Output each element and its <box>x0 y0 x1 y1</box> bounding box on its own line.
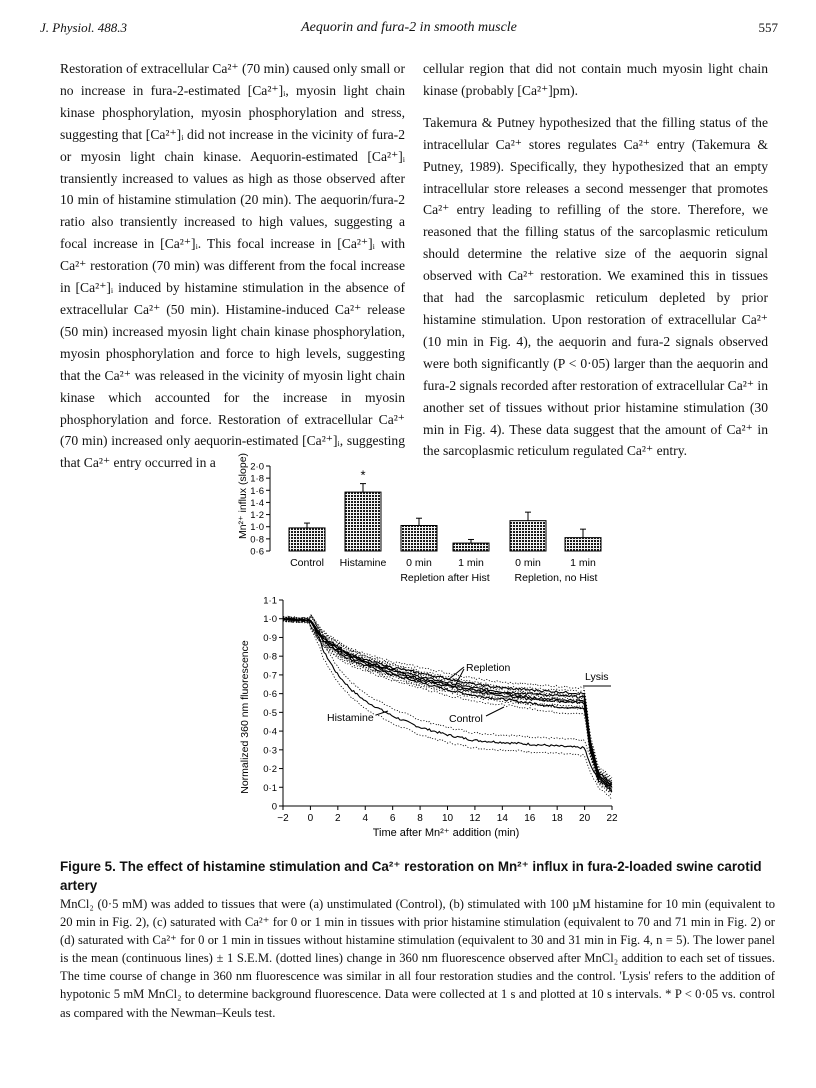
line-x-tick-label: 10 <box>441 813 454 824</box>
annotation-leader <box>486 707 504 716</box>
right-column-paragraph-2: Takemura & Putney hypothesized that the filling status of the intracellular Ca²⁺ stores regulates Ca²⁺ entry (Takemura & Putney, 1989). Specifically, they hypothesized that an empty intracellular store releases a second messenger that promotes Ca²⁺ entry leading to refilling of the store. Therefore, we reasoned that the filling status of the sarcoplasmic reticulum should determine the relative size of the aequorin signal observed with Ca²⁺ restoration. We examined this in tissues that had the sarcoplasmic reticulum depleted by prior histamine stimulation. Upon restoration of extracellular Ca²⁺ (10 min in Fig. 4), the aequorin and fura-2 signals observed were both significantly (P < 0·05) larger than the aequorin and fura-2 signals recorded after restoration of extracellular Ca²⁺ in another set of tissues without prior histamine stimulation (30 min in Fig. 4). These data suggest that the amount of Ca²⁺ in the sarcoplasmic reticulum regulated Ca²⁺ entry. <box>423 114 768 459</box>
line-y-tick-label: 1·1 <box>263 595 277 607</box>
line-y-tick-label: 0·3 <box>263 745 277 757</box>
mean-series-line <box>283 618 612 783</box>
line-y-tick-label: 0·4 <box>263 726 277 738</box>
annotation-repletion: Repletion <box>466 662 511 674</box>
bar-y-axis-label: Mn²⁺ influx (slope) <box>237 452 249 540</box>
bar <box>289 528 325 551</box>
line-y-tick-label: 0 <box>271 801 277 813</box>
right-column-paragraph-1: cellular region that did not contain much myosin light chain kinase (probably [Ca²⁺]pm). <box>423 61 768 98</box>
line-y-tick-label: 1·0 <box>263 614 277 626</box>
bar-y-tick-label: 1·8 <box>250 473 264 485</box>
line-x-tick-label: 2 <box>335 813 341 824</box>
line-y-tick-label: 0·6 <box>263 689 277 701</box>
line-y-tick-label: 0·1 <box>263 782 277 794</box>
bar-y-tick-label: 2·0 <box>250 461 264 473</box>
bar-category-label: Histamine <box>339 557 387 569</box>
line-x-tick-label: 18 <box>551 813 563 824</box>
line-y-tick-label: 0·8 <box>263 651 277 663</box>
line-x-tick-label: 14 <box>496 813 508 824</box>
left-column-text: Restoration of extracellular Ca²⁺ (70 min) caused only small or no increase in fura-2-estimated [Ca²⁺]ᵢ, myosin light chain kinase phosphorylation, myosin phosphorylation and stress, suggesting that [Ca²⁺]ᵢ did not increase in the vicinity of fura-2 or myosin light chain kinase. Aequorin-estimated [Ca²⁺]ᵢ transiently increased to values as high as those observed after 10 min of histamine stimulation (20 min). The aequorin/fura-2 ratio also transiently increased to high values, suggesting a focal increase in [Ca²⁺]ᵢ. This focal increase in [Ca²⁺]ᵢ with Ca²⁺ restoration (70 min) was different from the focal increase in [Ca²⁺]ᵢ induced by histamine stimulation in the absence of extracellular Ca²⁺ (50 min). Histamine-induced Ca²⁺ release (50 min) increased myosin light chain kinase phosphorylation, myosin phosphorylation and force to high levels, suggesting that the Ca²⁺ was released in the vicinity of myosin light chain kinase which accounted for the increase in myosin phosphorylation and force. Restoration of extracellular Ca²⁺ (70 min) increased only aequorin-estimated [Ca²⁺]ᵢ, suggesting that Ca²⁺ entry occurred in a <box>60 61 405 471</box>
annotation-histamine: Histamine <box>327 712 374 724</box>
journal-name: J. Physiol. 488.3 <box>40 20 128 35</box>
bar <box>345 492 381 551</box>
line-y-tick-label: 0·5 <box>263 707 277 719</box>
line-x-tick-label: 22 <box>606 813 618 824</box>
line-y-tick-label: 0·9 <box>263 632 277 644</box>
line-x-axis-label: Time after Mn²⁺ addition (min) <box>372 827 520 839</box>
bar-y-tick-label: 0·8 <box>250 534 264 546</box>
bar-y-tick-label: 1·4 <box>250 497 264 509</box>
annotation-control: Control <box>449 713 483 725</box>
bar-y-tick-label: 1·0 <box>250 522 264 534</box>
page-number: 557 <box>758 20 778 35</box>
line-y-tick-label: 0·2 <box>263 764 277 776</box>
bar-group-label: Repletion after Hist <box>400 572 490 584</box>
mean-series-line <box>283 618 612 786</box>
line-x-tick-label: 12 <box>469 813 481 824</box>
sem-upper-line <box>283 616 612 779</box>
bar-category-label: 0 min <box>406 557 432 569</box>
line-x-tick-label: 20 <box>579 813 591 824</box>
bar-y-tick-label: 0·6 <box>250 546 264 558</box>
figure-caption-title: Figure 5. The effect of histamine stimulation and Ca²⁺ restoration on Mn²⁺ influx in fura-2-loaded swine carotid artery <box>60 859 762 893</box>
line-y-axis-label: Normalized 360 nm fluorescence <box>239 640 251 794</box>
bar <box>510 521 546 551</box>
mean-series-line <box>283 618 612 788</box>
bar-chart-panel <box>237 453 601 584</box>
bar-y-tick-label: 1·6 <box>250 485 264 497</box>
bar <box>565 538 601 551</box>
line-x-tick-label: −2 <box>277 813 289 824</box>
bar <box>453 543 489 551</box>
bar-y-tick-label: 1·2 <box>250 510 264 522</box>
bar <box>401 526 437 552</box>
bar-category-label: 1 min <box>570 557 596 569</box>
line-x-tick-label: 16 <box>524 813 536 824</box>
bar-category-label: 0 min <box>515 557 541 569</box>
bar-group-label: Repletion, no Hist <box>514 572 598 584</box>
bar-category-label: Control <box>290 557 324 569</box>
bar-category-label: 1 min <box>458 557 484 569</box>
line-y-tick-label: 0·7 <box>263 670 277 682</box>
line-x-tick-label: 8 <box>417 813 423 824</box>
figure-caption-body: MnCl₂ (0·5 mM) was added to tissues that were (a) unstimulated (Control), (b) stimulated with 100 µM histamine for 10 min (equivalent to 20 min in Fig. 2), (c) saturated with Ca²⁺ for 0 or 1 min in tissues with prior histamine stimulation (equivalent to 70 and 71 min in Fig. 2) or (d) saturated with Ca²⁺ for 0 or 1 min in tissues without histamine stimulation (equivalent to 30 and 31 min in Fig. 4, n = 5). The lower panel is the mean (continuous lines) ± 1 S.E.M. (dotted lines) change in 360 nm fluorescence observed after MnCl₂ addition to each set of tissues. The time course of change in 360 nm fluorescence was similar in all four restoration studies and the control. 'Lysis' refers to the addition of hypotonic 5 mM MnCl₂ to determine background fluorescence. Data were collected at 1 s and plotted at 10 s intervals. * P < 0·05 vs. control as compared with the Newman–Keuls test. <box>60 897 775 1020</box>
annotation-lysis: Lysis <box>585 671 609 683</box>
running-title: Aequorin and fura-2 in smooth muscle <box>301 20 517 35</box>
mean-series-line <box>283 618 612 789</box>
line-chart-panel <box>239 596 618 840</box>
line-x-tick-label: 0 <box>307 813 314 824</box>
line-x-tick-label: 6 <box>389 813 396 824</box>
significance-marker: * <box>360 467 366 483</box>
line-x-tick-label: 4 <box>362 813 369 824</box>
